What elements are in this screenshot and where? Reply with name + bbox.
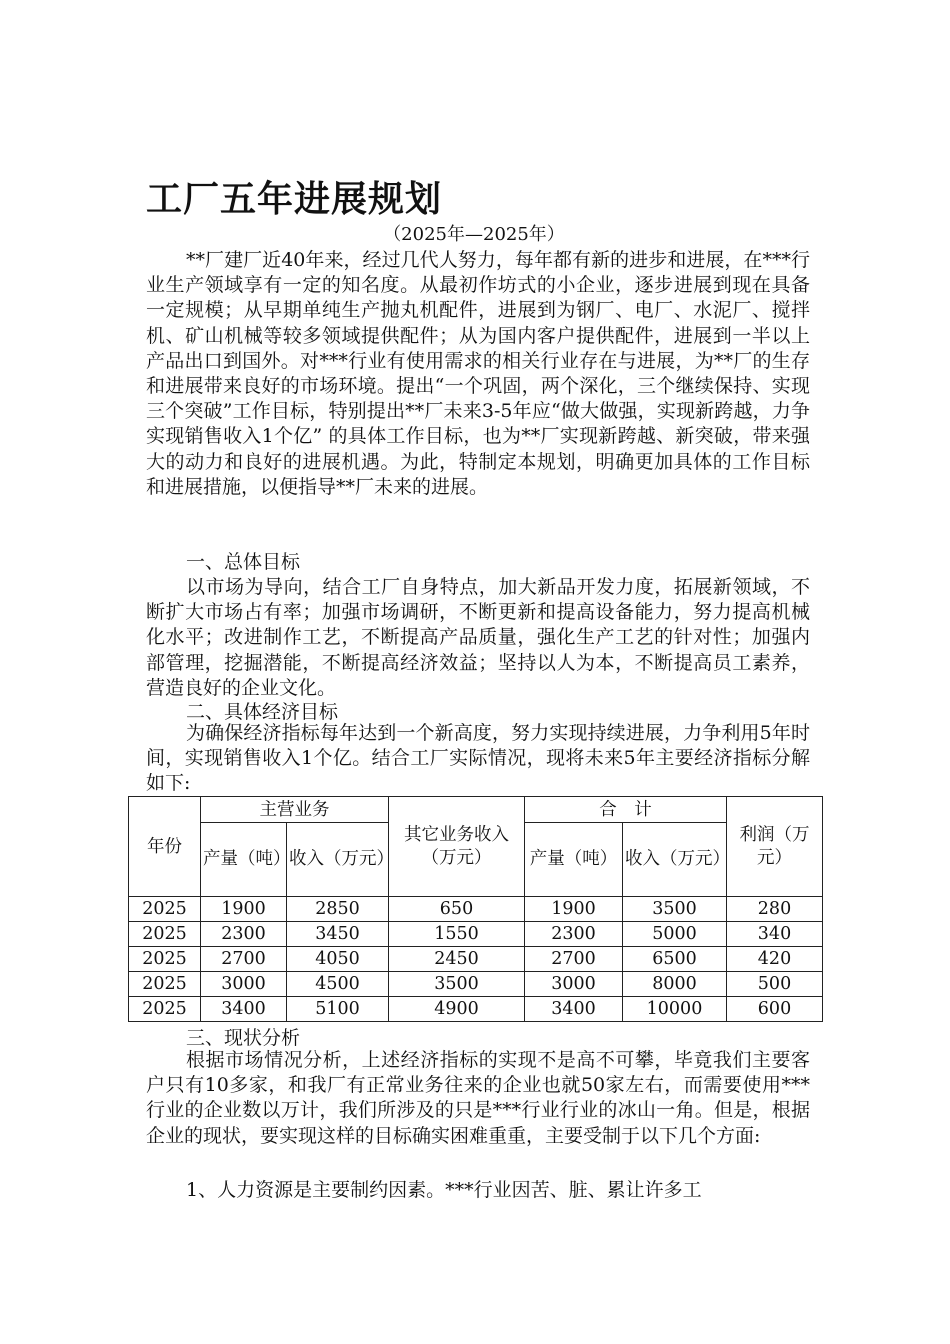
page-title: 工厂五年进展规划 [146, 179, 443, 220]
cell-year: 2025 [129, 997, 201, 1022]
cell-total-income: 5000 [623, 922, 727, 947]
header-profit: 利润（万元） [727, 797, 823, 897]
section1-heading: 一、总体目标 [186, 551, 301, 573]
header-year: 年份 [129, 797, 201, 897]
table-row [129, 922, 823, 947]
point1-paragraph: 1、人力资源是主要制约因素。***行业因苦、脏、累让许多工 [186, 1179, 702, 1201]
cell-total-output: 1900 [525, 897, 623, 922]
section2-heading: 二、具体经济目标 [186, 701, 339, 723]
cell-total-income: 6500 [623, 947, 727, 972]
cell-profit: 280 [727, 897, 823, 922]
cell-main-income: 5100 [287, 997, 389, 1022]
cell-other-income: 3500 [389, 972, 525, 997]
table-row [129, 972, 823, 997]
cell-total-output: 2300 [525, 922, 623, 947]
cell-year: 2025 [129, 972, 201, 997]
cell-main-output: 3000 [201, 972, 287, 997]
cell-total-income: 3500 [623, 897, 727, 922]
cell-main-income: 3450 [287, 922, 389, 947]
header-total: 合 计 [525, 797, 727, 823]
cell-total-output: 2700 [525, 947, 623, 972]
cell-other-income: 4900 [389, 997, 525, 1022]
cell-other-income: 2450 [389, 947, 525, 972]
cell-other-income: 650 [389, 897, 525, 922]
date-range-subtitle: （2025年—2025年） [383, 224, 565, 245]
cell-main-output: 2300 [201, 922, 287, 947]
header-main-output: 产量（吨） [201, 823, 287, 897]
cell-year: 2025 [129, 922, 201, 947]
header-total-output: 产量（吨） [525, 823, 623, 897]
cell-profit: 600 [727, 997, 823, 1022]
intro-paragraph: **厂建厂近40年来，经过几代人努力，每年都有新的进步和进展，在***行业生产领域享有一定的知名度。从最初作坊式的小企业，逐步进展到现在具备一定规模；从早期单纯生产抛丸机配件，进展到为钢厂、电厂、水泥厂、搅拌机、矿山机械等较多领域提供配件；从为国内客户提供配件，进展到一半以上产品出口到国外。对***行业有使用需求的相关行业存在与进展，为**厂的生存和进展带来良好的市场环境。提出“一个巩固，两个深化，三个继续保持、实现三个突破”工作目标，特别提出**厂未来3-5年应“做大做强，实现新跨越，力争实现销售收入1个亿” 的具体工作目标，也为**厂实现新跨越、新突破，带来强大的动力和良好的进展机遇。为此，特制定本规划，明确更加具体的工作目标和进展措施，以便指导**厂未来的进展。 [146, 249, 810, 498]
cell-total-income: 10000 [623, 997, 727, 1022]
cell-main-output: 2700 [201, 947, 287, 972]
cell-total-income: 8000 [623, 972, 727, 997]
table-row [129, 947, 823, 972]
cell-main-output: 1900 [201, 897, 287, 922]
header-other-income: 其它业务收入（万元） [389, 797, 525, 897]
cell-other-income: 1550 [389, 922, 525, 947]
cell-year: 2025 [129, 947, 201, 972]
cell-profit: 500 [727, 972, 823, 997]
section2-paragraph: 为确保经济指标每年达到一个新高度，努力实现持续进展，力争利用5年时间，实现销售收入1个亿。结合工厂实际情况，现将未来5年主要经济指标分解如下: [146, 722, 810, 795]
cell-main-income: 4050 [287, 947, 389, 972]
cell-profit: 420 [727, 947, 823, 972]
section3-paragraph: 根据市场情况分析，上述经济指标的实现不是高不可攀，毕竟我们主要客户只有10多家，和我厂有正常业务往来的企业也就50家左右，而需要使用***行业的企业数以万计，我们所涉及的只是***行业行业的冰山一角。但是，根据企业的现状，要实现这样的目标确实困难重重，主要受制于以下几个方面: [146, 1049, 810, 1147]
cell-main-output: 3400 [201, 997, 287, 1022]
economic-targets-table [128, 796, 823, 1022]
cell-total-output: 3000 [525, 972, 623, 997]
cell-main-income: 4500 [287, 972, 389, 997]
section1-paragraph: 以市场为导向，结合工厂自身特点，加大新品开发力度，拓展新领域，不断扩大市场占有率；加强市场调研，不断更新和提高设备能力，努力提高机械化水平；改进制作工艺，不断提高产品质量，强化生产工艺的针对性；加强内部管理，挖掘潜能，不断提高经济效益；坚持以人为本，不断提高员工素养，营造良好的企业文化。 [146, 576, 810, 699]
table-row [129, 897, 823, 922]
section3-heading: 三、现状分析 [186, 1027, 301, 1049]
cell-total-output: 3400 [525, 997, 623, 1022]
cell-year: 2025 [129, 897, 201, 922]
header-total-income: 收入（万元） [623, 823, 727, 897]
header-main-business: 主营业务 [201, 797, 389, 823]
cell-main-income: 2850 [287, 897, 389, 922]
cell-profit: 340 [727, 922, 823, 947]
table-row [129, 997, 823, 1022]
header-main-income: 收入（万元） [287, 823, 389, 897]
